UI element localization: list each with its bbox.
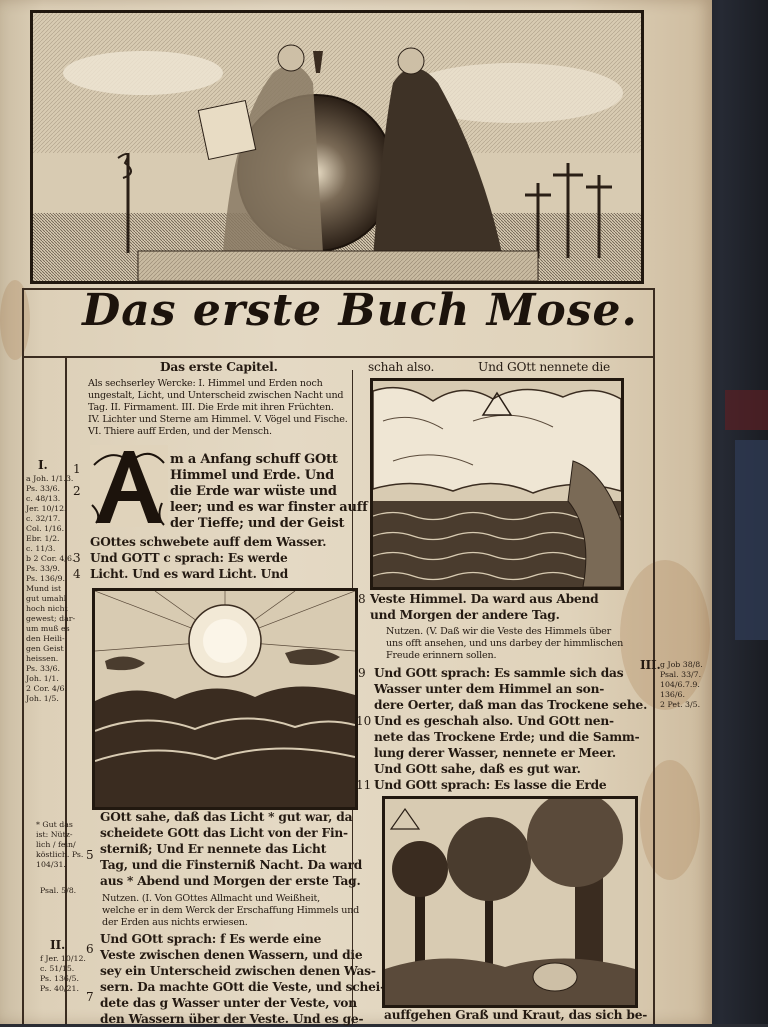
verse-number: 10 <box>356 714 372 728</box>
nutzen-line: uns offt ansehen, und uns darbey der himmlischen <box>386 638 624 649</box>
verse-number: 11 <box>356 778 372 792</box>
summary-line: VI. Thiere auff Erden, und der Mensch. <box>88 426 272 437</box>
verse-line: aus * Abend und Morgen der erste Tag. <box>100 874 361 888</box>
verse-line: dere Oerter, daß man das Trockene sehe. <box>374 698 648 712</box>
background-fabric <box>725 390 768 430</box>
verse-number: 2 <box>73 484 81 498</box>
nutzen-line: Freude erinnern sollen. <box>386 650 497 661</box>
margin-ref: Psal. 33/7. <box>660 670 702 679</box>
verse-line: sern. Da machte GOtt die Veste, und schei- <box>100 980 385 994</box>
verse-line: Und GOtt sprach: f Es werde eine <box>100 932 322 946</box>
margin-ref: heissen. <box>26 654 59 663</box>
verse-line: den Wassern über der Veste. Und es ge- <box>100 1012 364 1026</box>
summary-line: Tag. II. Firmament. III. Die Erde mit ihren Früchten. <box>88 402 334 413</box>
dropcap-initial <box>90 445 168 527</box>
verse-line: lung derer Wasser, nennete er Meer. <box>374 746 616 760</box>
background-jeans <box>735 440 768 640</box>
margin-ref: 136/6. <box>660 690 685 699</box>
rule-line <box>22 356 654 358</box>
verse-line: auffgehen Graß und Kraut, das sich be- <box>384 1008 648 1022</box>
verse-number: 6 <box>86 942 94 956</box>
right-column-top: schah also. <box>368 360 435 374</box>
margin-ref: Joh. 1/5. <box>26 694 59 703</box>
margin-ref: Jer. 10/12. <box>26 504 67 513</box>
chapter-heading: Das erste Capitel. <box>160 360 278 374</box>
summary-line: Als sechserley Wercke: I. Himmel und Erden noch <box>88 378 323 389</box>
nutzen-line: Nutzen. (V. Daß wir die Veste des Himmels über <box>386 626 612 637</box>
nutzen-line: welche er in dem Werck der Erschaffung Himmels und <box>102 905 360 916</box>
verse-line: Und GOtt sahe, daß es gut war. <box>374 762 581 776</box>
margin-ref: hoch nicht <box>26 604 68 613</box>
margin-ref: c. 11/3. <box>26 544 56 553</box>
margin-ref: c. 51/15. <box>40 964 75 973</box>
margin-ref: Mund ist <box>26 584 62 593</box>
chapter-marker: II. <box>50 938 66 952</box>
verse-line: scheidete GOtt das Licht von der Fin- <box>100 826 348 840</box>
margin-ref: g Job 38/8. <box>660 660 703 669</box>
margin-ref: Col. 1/16. <box>26 524 65 533</box>
margin-ref: um muß es <box>26 624 70 633</box>
verse-line: Veste Himmel. Da ward aus Abend <box>370 592 599 606</box>
verse-number: 8 <box>358 592 366 606</box>
verse-line: Tag, und die Finsterniß Nacht. Da ward <box>100 858 363 872</box>
verse-line: nete das Trockene Erde; und die Samm- <box>374 730 640 744</box>
margin-ref: Ps. 33/6. <box>26 664 60 673</box>
margin-ref: c. 48/13. <box>26 494 61 503</box>
verse-line: und Morgen der andere Tag. <box>370 608 560 622</box>
margin-ref: gen Geist <box>26 644 64 653</box>
verse-line: Und GOtt sprach: Es lasse die Erde <box>374 778 607 792</box>
verse-number: 1 <box>73 462 81 476</box>
chapter-marker: I. <box>38 458 48 472</box>
verse-number: 7 <box>86 990 94 1004</box>
verse-line: GOttes schwebete auff dem Wasser. <box>90 535 327 549</box>
margin-ref: gewest; dar- <box>26 614 76 623</box>
margin-ref: Ebr. 1/2. <box>26 534 60 543</box>
margin-ref: 104/6.7.9. <box>660 680 700 689</box>
margin-ref: köstlich. Ps. <box>36 850 84 859</box>
verse-line: Und GOtt sprach: Es sammle sich das <box>374 666 624 680</box>
verse-number: 4 <box>73 567 81 581</box>
verse-number: 9 <box>358 666 366 680</box>
verse-number: 3 <box>73 551 81 565</box>
engraving-firmament <box>370 378 624 590</box>
page-stain <box>640 760 700 880</box>
verse-line: dete das g Wasser unter der Veste, von <box>100 996 357 1010</box>
margin-ref: ist: Nütz- <box>36 830 73 839</box>
margin-ref: a Joh. 1/1.3. <box>26 474 74 483</box>
verse1-line: Himmel und Erde. Und <box>170 468 335 483</box>
margin-ref: Ps. 33/6. <box>26 484 60 493</box>
margin-ref: Joh. 1/1. <box>26 674 59 683</box>
chapter-marker: III. <box>640 658 661 672</box>
margin-ref: b 2 Cor. 4/6. <box>26 554 75 563</box>
book-title: Das erste Buch Mose. <box>82 285 638 336</box>
verse-line: sey ein Unterscheid zwischen denen Was- <box>100 964 376 978</box>
verse-line: Veste zwischen denen Wassern, und die <box>100 948 363 962</box>
nutzen-line: Nutzen. (I. Von GOttes Allmacht und Weißheit, <box>102 893 320 904</box>
margin-ref: Ps. 136/5. <box>40 974 79 983</box>
verse-number: 5 <box>86 848 94 862</box>
margin-ref: den Heili- <box>26 634 65 643</box>
verse1-line: leer; und es war finster auff <box>170 500 368 515</box>
engraving-plants <box>382 796 638 1008</box>
summary-line: IV. Lichter und Sterne am Himmel. V. Vögel und Fische. <box>88 414 348 425</box>
verse-line: sterniß; Und Er nennete das Licht <box>100 842 327 856</box>
verse-line: Licht. Und es ward Licht. Und <box>90 567 289 581</box>
margin-ref: Ps. 33/9. <box>26 564 60 573</box>
margin-ref: 104/31. <box>36 860 66 869</box>
verse1-line: m a Anfang schuff GOtt <box>170 452 338 467</box>
margin-ref: Ps. 40/21. <box>40 984 79 993</box>
margin-ref: Ps. 136/9. <box>26 574 65 583</box>
nutzen-line: der Erden aus nichts erwiesen. <box>102 917 248 928</box>
page-stain <box>0 280 30 360</box>
margin-ref: * Gut das <box>36 820 73 829</box>
right-column-top-2: Und GOtt nennete die <box>478 360 611 374</box>
verse-line: Und GOTT c sprach: Es werde <box>90 551 288 565</box>
margin-ref: 2 Cor. 4/6. <box>26 684 67 693</box>
verse-line: Und es geschah also. Und GOtt nen- <box>374 714 614 728</box>
margin-ref: lich / fein/ <box>36 840 76 849</box>
column-rule <box>22 288 24 1024</box>
margin-ref: c. 32/17. <box>26 514 61 523</box>
margin-ref: gut umahl <box>26 594 67 603</box>
summary-line: ungestalt, Licht, und Unterscheid zwischen Nacht und <box>88 390 344 401</box>
engraving-light <box>92 588 358 810</box>
margin-ref: f Jer. 10/12. <box>40 954 86 963</box>
margin-ref: 2 Pet. 3/5. <box>660 700 701 709</box>
verse-line: GOtt sahe, daß das Licht * gut war, da <box>100 810 353 824</box>
verse-line: Wasser unter dem Himmel an son- <box>374 682 605 696</box>
column-rule <box>653 288 655 1024</box>
margin-ref: Psal. 5/8. <box>40 886 77 895</box>
verse1-line: die Erde war wüste und <box>170 484 337 499</box>
verse1-line: der Tieffe; und der Geist <box>170 516 345 531</box>
engraving-frontispiece <box>30 10 644 284</box>
